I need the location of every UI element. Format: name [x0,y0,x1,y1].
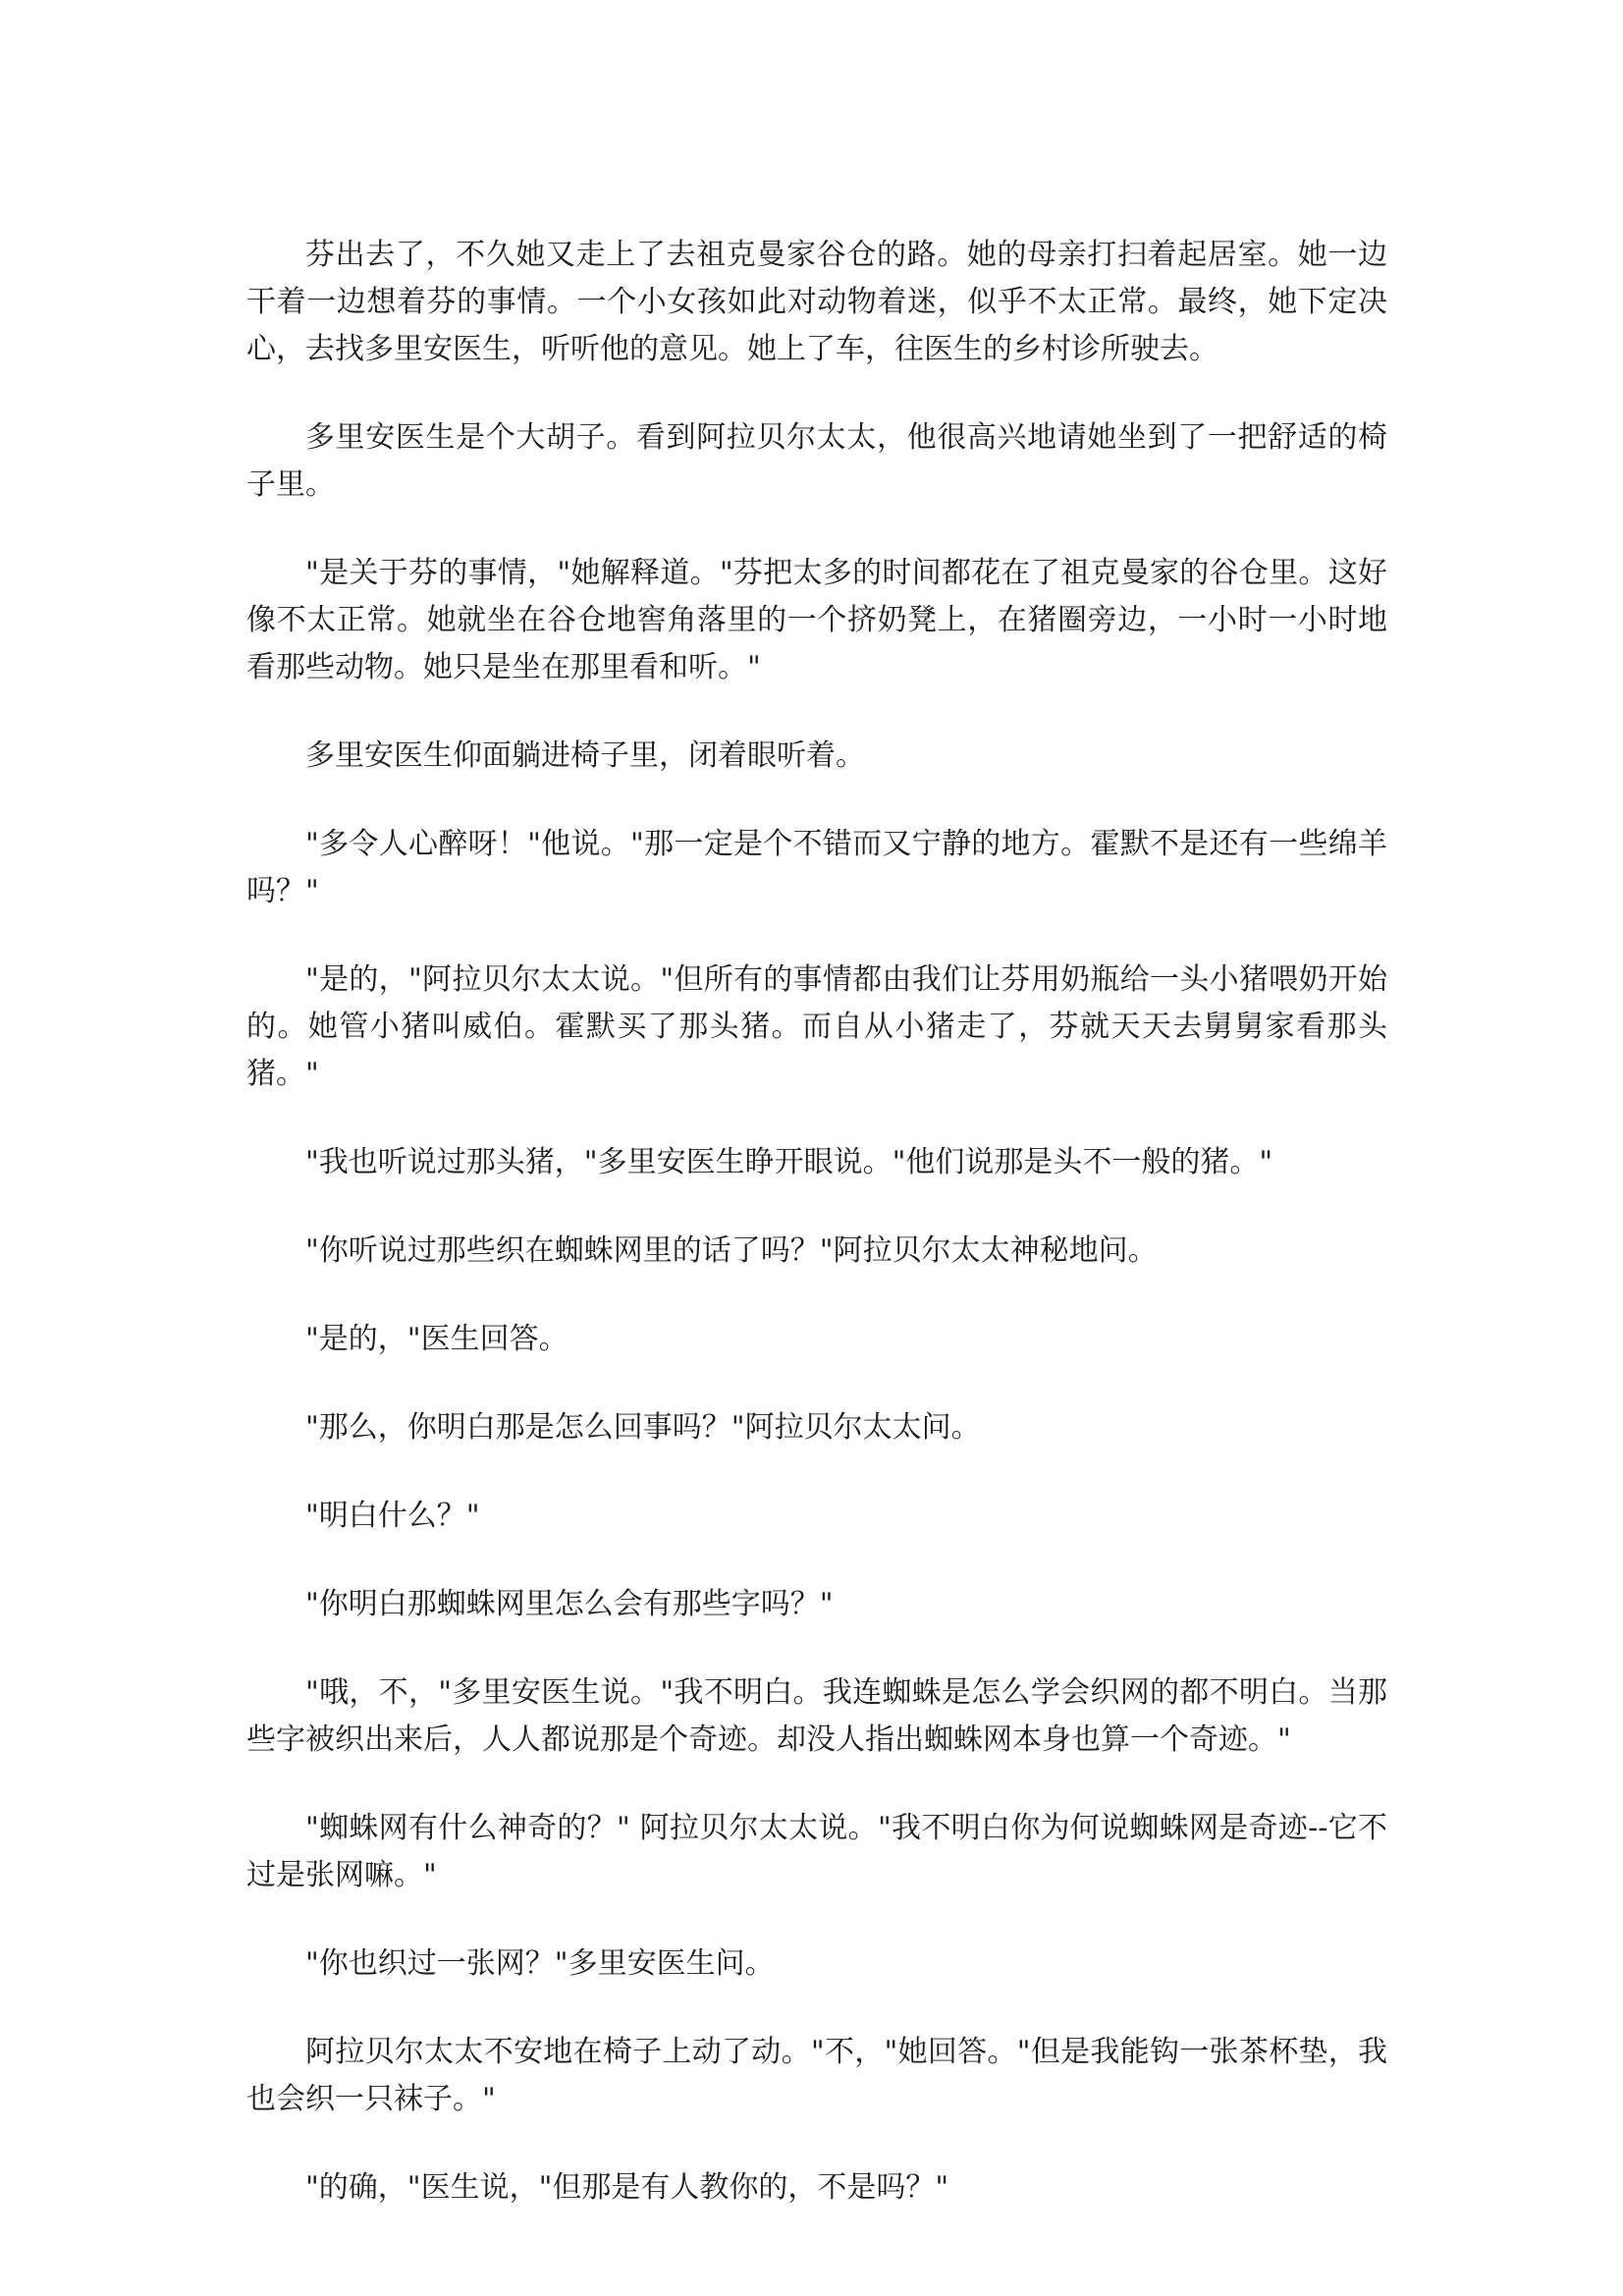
paragraph-17: "的确，"医生说，"但那是有人教你的，不是吗？" [305,2170,949,2205]
paragraph-7: "我也听说过那头猪，"多里安医生睁开眼说。"他们说那是头不一般的猪。" [305,1145,1273,1179]
paragraph-9: "是的，"医生回答。 [305,1322,568,1356]
paragraph-13: "哦，不，"多里安医生说。"我不明白。我连蜘蛛是怎么学会织网的都不明白。当那些字被织出来后，人人都说那是个奇迹。却没人指出蜘蛛网本身也算一个奇迹。" [246,1675,1387,1757]
paragraph-5: "多令人心醉呀！"他说。"那一定是个不错而又宁静的地方。霍默不是还有一些绵羊吗？" [246,827,1387,908]
paragraph-4: 多里安医生仰面躺进椅子里，闭着眼听着。 [305,738,865,773]
paragraph-2: 多里安医生是个大胡子。看到阿拉贝尔太太，他很高兴地请她坐到了一把舒适的椅子里。 [246,420,1387,502]
paragraph-16: 阿拉贝尔太太不安地在椅子上动了动。"不，"她回答。"但是我能钩一张茶杯垫，我也会织一只袜子。" [246,2035,1387,2116]
paragraph-3: "是关于芬的事情，"她解释道。"芬把太多的时间都花在了祖克曼家的谷仓里。这好像不太正常。她就坐在谷仓地窖角落里的一个挤奶凳上，在猪圈旁边，一小时一小时地看那些动物。她只是坐在那里看和听。" [246,556,1387,684]
paragraph-10: "那么，你明白那是怎么回事吗？"阿拉贝尔太太问。 [305,1410,981,1445]
paragraph-11: "明白什么？" [305,1499,480,1533]
document-page [246,232,1387,2253]
paragraph-14: "蜘蛛网有什么神奇的？" 阿拉贝尔太太说。"我不明白你为何说蜘蛛网是奇迹--它不过是张网嘛。" [246,1811,1387,1892]
paragraph-6: "是的，"阿拉贝尔太太说。"但所有的事情都由我们让芬用奶瓶给一头小猪喂奶开始的。她管小猪叫威伯。霍默买了那头猪。而自从小猪走了，芬就天天去舅舅家看那头猪。" [246,962,1387,1091]
paragraph-1: 芬出去了，不久她又走上了去祖克曼家谷仓的路。她的母亲打扫着起居室。她一边干着一边想着芬的事情。一个小女孩如此对动物着迷，似乎不太正常。最终，她下定决心，去找多里安医生，听听他的意见。她上了车，往医生的乡村诊所驶去。 [246,238,1387,366]
paragraph-8: "你听说过那些织在蜘蛛网里的话了吗？"阿拉贝尔太太神秘地问。 [305,1233,1158,1268]
paragraph-12: "你明白那蜘蛛网里怎么会有那些字吗？" [305,1587,834,1621]
paragraph-15: "你也织过一张网？"多里安医生问。 [305,1946,775,1981]
